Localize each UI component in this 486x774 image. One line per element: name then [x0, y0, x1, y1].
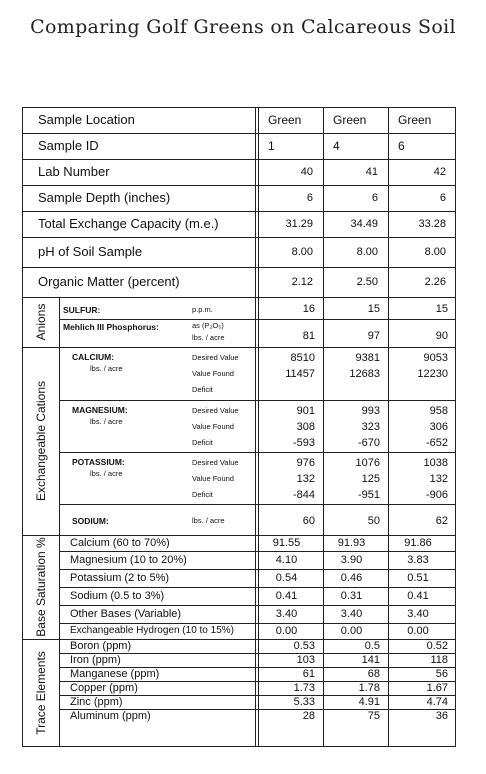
value-cell: 8.00: [424, 246, 446, 258]
row-divider: [22, 133, 456, 134]
value-cell: 103: [296, 654, 315, 666]
double-divider: [258, 107, 259, 747]
value-cell: 8.00: [291, 246, 313, 258]
value-cell: 132: [296, 473, 315, 485]
row-label: Organic Matter (percent): [38, 274, 180, 289]
value-cell: 6: [371, 192, 378, 204]
value-cell: 33.28: [418, 218, 446, 230]
value-cell: 36: [435, 710, 448, 722]
value-cell: 125: [361, 473, 380, 485]
value-cell: 0.46: [340, 572, 363, 584]
trace-label: Copper (ppm): [70, 682, 138, 694]
value-cell: 16: [302, 303, 315, 315]
value-cell: 40: [300, 166, 313, 178]
value-type-label: Desired Value: [192, 353, 239, 362]
value-cell: 11457: [285, 368, 315, 380]
value-type-label: Value Found: [192, 369, 234, 378]
value-cell: 90: [435, 330, 448, 342]
trace-label: Iron (ppm): [70, 654, 121, 666]
value-cell: 0.53: [293, 640, 315, 652]
cations-group-label: Exchangeable Cations: [33, 380, 48, 502]
value-type-label: Desired Value: [192, 406, 239, 415]
unit-label: p.p.m.: [192, 305, 213, 314]
value-cell: 34.49: [350, 218, 378, 230]
unit-label: lbs. / acre: [192, 516, 225, 525]
column-divider: [388, 107, 389, 747]
unit-label: lbs. / acre: [90, 364, 123, 373]
value-cell: -844: [292, 489, 315, 501]
value-cell: [323, 382, 380, 398]
value-cell: 9053: [423, 352, 448, 364]
row-divider: [22, 211, 456, 212]
value-cell: -951: [357, 489, 380, 501]
value-cell: 4.74: [426, 696, 448, 708]
value-cell: 75: [367, 710, 380, 722]
value-cell: 118: [430, 654, 448, 666]
value-cell: 141: [361, 654, 380, 666]
value-cell: 91.93: [337, 537, 366, 549]
value-cell: 0.52: [426, 640, 448, 652]
value-cell: 6: [398, 139, 405, 153]
value-cell: 97: [367, 330, 380, 342]
value-cell: 15: [367, 303, 380, 315]
value-type-label: Deficit: [192, 385, 213, 394]
value-type-label: Desired Value: [192, 458, 239, 467]
row-label: pH of Soil Sample: [38, 244, 143, 259]
value-cell: 60: [302, 515, 315, 527]
double-divider: [255, 107, 256, 747]
trace-label: Manganese (ppm): [70, 668, 160, 680]
value-cell: 1038: [423, 457, 448, 469]
value-cell: 1076: [355, 457, 380, 469]
value-cell: 12230: [417, 368, 448, 380]
value-cell: 993: [361, 405, 380, 417]
value-cell: 323: [361, 421, 380, 433]
value-cell: 4.10: [275, 554, 298, 566]
value-cell: 91.55: [272, 537, 301, 549]
value-cell: 901: [296, 405, 315, 417]
value-cell: 0.41: [275, 590, 298, 602]
value-cell: -593: [292, 437, 315, 449]
value-cell: 1.73: [293, 682, 315, 694]
row-divider: [22, 347, 456, 348]
value-cell: 6: [439, 192, 446, 204]
value-cell: 81: [302, 330, 315, 342]
value-cell: 28: [302, 710, 315, 722]
value-cell: 8510: [290, 352, 315, 364]
unit-label: lbs. / acre: [192, 333, 225, 342]
soil-analysis-table: [22, 107, 456, 747]
value-cell: [388, 382, 448, 398]
value-cell: -670: [357, 437, 380, 449]
value-cell: 2.50: [356, 276, 378, 288]
value-cell: 91.86: [404, 537, 432, 549]
saturation-label: Sodium (0.5 to 3%): [70, 590, 165, 602]
value-cell: 3.40: [340, 608, 363, 620]
value-cell: Green: [398, 113, 432, 127]
value-cell: 5.33: [293, 696, 315, 708]
value-cell: -652: [425, 437, 448, 449]
value-cell: 3.40: [407, 608, 429, 620]
value-cell: 31.29: [285, 218, 313, 230]
value-cell: 0.00: [340, 625, 363, 637]
value-cell: 8.00: [356, 246, 378, 258]
unit-label: lbs. / acre: [90, 469, 123, 478]
value-cell: 976: [296, 457, 315, 469]
value-cell: 2.26: [424, 276, 446, 288]
value-cell: 12683: [349, 368, 380, 380]
value-cell: 3.83: [407, 554, 429, 566]
value-cell: 42: [433, 166, 446, 178]
value-cell: 4.91: [358, 696, 380, 708]
value-cell: 56: [435, 668, 448, 680]
unit-label: lbs. / acre: [90, 417, 123, 426]
saturation-label: Exchangeable Hydrogen (10 to 15%): [70, 625, 234, 636]
trace-group-label: Trace Elements: [33, 651, 48, 735]
value-type-label: Deficit: [192, 438, 213, 447]
value-cell: 2.12: [291, 276, 313, 288]
saturation-label: Potassium (2 to 5%): [70, 572, 170, 584]
row-label: Sample ID: [38, 138, 99, 153]
saturation-label: Magnesium (10 to 20%): [70, 554, 187, 566]
value-cell: 0.41: [407, 590, 429, 602]
value-cell: 0.31: [340, 590, 363, 602]
value-cell: 3.40: [275, 608, 298, 620]
value-cell: 1.78: [358, 682, 380, 694]
cation-label: MAGNESIUM:: [72, 405, 128, 415]
group-column-divider: [59, 297, 60, 747]
row-divider: [22, 237, 456, 238]
cation-label: CALCIUM:: [72, 352, 115, 362]
value-cell: 6: [306, 192, 313, 204]
value-cell: 0.54: [275, 572, 298, 584]
value-cell: 308: [296, 421, 315, 433]
value-type-label: Deficit: [192, 490, 213, 499]
value-cell: 61: [302, 668, 315, 680]
value-type-label: Value Found: [192, 422, 234, 431]
page-title: Comparing Golf Greens on Calcareous Soil: [30, 16, 456, 38]
value-cell: 0.00: [275, 625, 298, 637]
saturation-group-label: Base Saturation %: [33, 537, 48, 637]
cation-label: POTASSIUM:: [72, 457, 125, 467]
value-cell: 68: [367, 668, 380, 680]
unit-label: as (P₂O₅): [192, 321, 224, 330]
value-cell: 306: [429, 421, 448, 433]
row-label: Sample Location: [38, 112, 135, 127]
value-cell: 62: [435, 515, 448, 527]
value-cell: [258, 382, 315, 398]
value-type-label: Value Found: [192, 474, 234, 483]
row-divider: [22, 185, 456, 186]
anion-label: Mehlich III Phosphorus:: [63, 322, 159, 332]
trace-label: Zinc (ppm): [70, 696, 123, 708]
value-cell: 958: [429, 405, 448, 417]
row-label: Total Exchange Capacity (m.e.): [38, 216, 219, 231]
saturation-label: Calcium (60 to 70%): [70, 537, 170, 549]
value-cell: 1: [268, 139, 275, 153]
anion-label: SULFUR:: [63, 305, 101, 315]
row-divider: [22, 297, 456, 298]
row-label: Lab Number: [38, 164, 110, 179]
value-cell: 3.90: [340, 554, 363, 566]
trace-label: Aluminum (ppm): [70, 710, 151, 722]
column-divider: [323, 107, 324, 747]
row-label: Sample Depth (inches): [38, 190, 171, 205]
saturation-label: Other Bases (Variable): [70, 608, 182, 620]
anions-group-label: Anions: [33, 303, 48, 341]
value-cell: 41: [365, 166, 378, 178]
value-cell: 0.5: [364, 640, 380, 652]
value-cell: -906: [425, 489, 448, 501]
value-cell: 132: [429, 473, 448, 485]
trace-label: Boron (ppm): [70, 640, 132, 652]
value-cell: 4: [333, 139, 340, 153]
value-cell: 0.00: [407, 625, 429, 637]
value-cell: Green: [333, 113, 367, 127]
value-cell: Green: [268, 113, 302, 127]
value-cell: 1.67: [426, 682, 448, 694]
value-cell: 9381: [355, 352, 380, 364]
value-cell: 50: [367, 515, 380, 527]
value-cell: 0.51: [407, 572, 429, 584]
cation-label: SODIUM:: [72, 516, 109, 526]
row-divider: [22, 267, 456, 268]
value-cell: 15: [435, 303, 448, 315]
row-divider: [22, 159, 456, 160]
